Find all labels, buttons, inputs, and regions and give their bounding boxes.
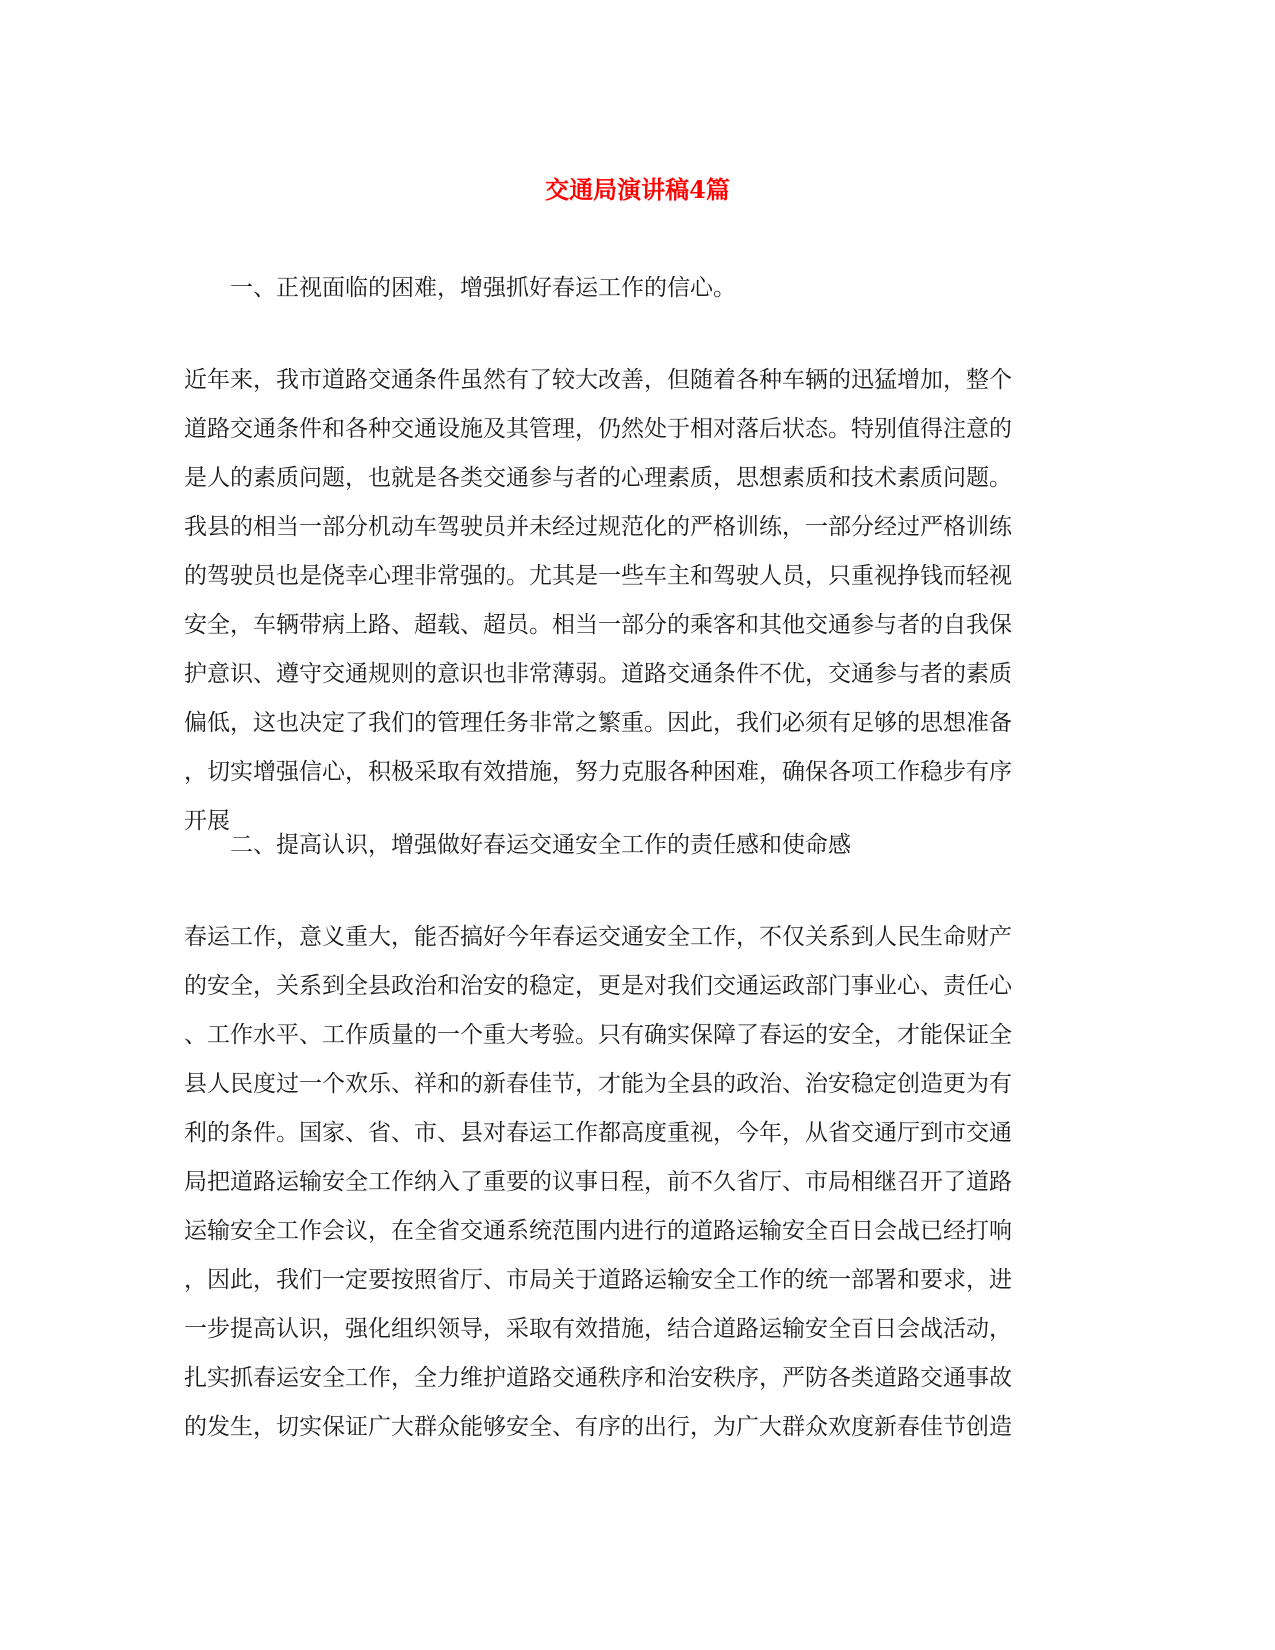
text-line: 道路交通条件和各种交通设施及其管理，仍然处于相对落后状态。特别值得注意的: [184, 416, 1012, 442]
text-line: 的发生，切实保证广大群众能够安全、有序的出行，为广大群众欢度新春佳节创造: [184, 1414, 1012, 1440]
section-heading-2: 二、提高认识，增强做好春运交通安全工作的责任感和使命感: [230, 832, 851, 858]
text-line: 扎实抓春运安全工作，全力维护道路交通秩序和治安秩序，严防各类道路交通事故: [184, 1365, 1012, 1391]
text-line: 运输安全工作会议，在全省交通系统范围内进行的道路运输安全百日会战已经打响: [184, 1218, 1012, 1244]
paragraph-2: [184, 913, 1084, 1452]
text-line: 利的条件。国家、省、市、县对春运工作都高度重视，今年，从省交通厅到市交通: [184, 1120, 1012, 1146]
text-line: 一步提高认识，强化组织领导，采取有效措施，结合道路运输安全百日会战活动，: [184, 1316, 1012, 1342]
text-line: 局把道路运输安全工作纳入了重要的议事日程，前不久省厅、市局相继召开了道路: [184, 1169, 1012, 1195]
text-line: 安全，车辆带病上路、超载、超员。相当一部分的乘客和其他交通参与者的自我保: [184, 612, 1012, 638]
text-line: 春运工作，意义重大，能否搞好今年春运交通安全工作，不仅关系到人民生命财产: [184, 924, 1012, 950]
paragraph-1: [184, 356, 1084, 846]
text-line: 我县的相当一部分机动车驾驶员并未经过规范化的严格训练，一部分经过严格训练: [184, 514, 1012, 540]
document-title: 交通局演讲稿4篇: [545, 175, 730, 204]
section-heading-1: 一、正视面临的困难，增强抓好春运工作的信心。: [230, 275, 736, 301]
text-line: 的驾驶员也是侥幸心理非常强的。尤其是一些车主和驾驶人员，只重视挣钱而轻视: [184, 563, 1012, 589]
text-line: 、工作水平、工作质量的一个重大考验。只有确实保障了春运的安全，才能保证全: [184, 1022, 1012, 1048]
text-line: 护意识、遵守交通规则的意识也非常薄弱。道路交通条件不优，交通参与者的素质: [184, 661, 1012, 687]
text-line: 开展: [184, 808, 230, 834]
text-line: 偏低，这也决定了我们的管理任务非常之繁重。因此，我们必须有足够的思想准备: [184, 710, 1012, 736]
text-line: 是人的素质问题，也就是各类交通参与者的心理素质，思想素质和技术素质问题。: [184, 465, 1012, 491]
text-line: ，因此，我们一定要按照省厅、市局关于道路运输安全工作的统一部署和要求，进: [184, 1267, 1012, 1293]
text-line: ，切实增强信心，积极采取有效措施，努力克服各种困难，确保各项工作稳步有序: [184, 759, 1012, 785]
text-line: 县人民度过一个欢乐、祥和的新春佳节，才能为全县的政治、治安稳定创造更为有: [184, 1071, 1012, 1097]
text-line: 近年来，我市道路交通条件虽然有了较大改善，但随着各种车辆的迅猛增加，整个: [184, 367, 1012, 393]
text-line: 的安全，关系到全县政治和治安的稳定，更是对我们交通运政部门事业心、责任心: [184, 973, 1012, 999]
